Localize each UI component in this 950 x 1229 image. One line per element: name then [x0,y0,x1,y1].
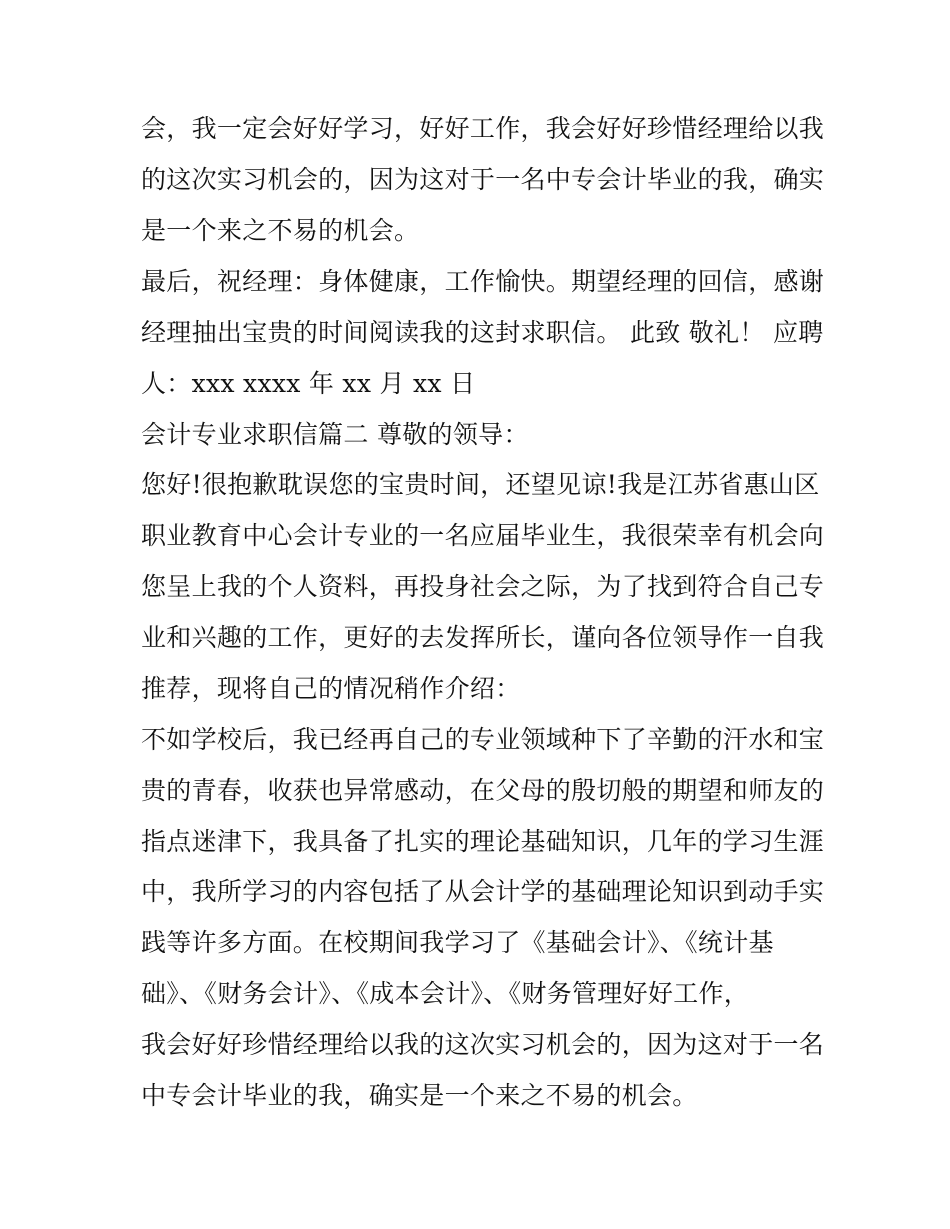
text-line: 不如学校后，我已经再自己的专业领域种下了辛勤的汗水和宝 [141,725,825,754]
text-line: 职业教育中心会计专业的一名应届毕业生，我很荣幸有机会向 [141,521,825,550]
text-line: 推荐，现将自己的情况稍作介绍： [141,674,521,703]
text-line: 业和兴趣的工作，更好的去发挥所长，谨向各位领导作一自我 [141,623,825,652]
text-line: 经理抽出宝贵的时间阅读我的这封求职信。 此致 敬礼！ 应聘 [141,318,824,347]
text-line: 人：xxx xxxx 年 xx 月 xx 日 [141,369,476,398]
section-heading: 会计专业求职信篇二 尊敬的领导： [141,420,529,449]
text-line: 最后，祝经理：身体健康，工作愉快。期望经理的回信，感谢 [141,267,825,296]
text-line: 会，我一定会好好学习，好好工作，我会好好珍惜经理给以我 [141,114,825,143]
text-line: 我会好好珍惜经理给以我的这次实习机会的，因为这对于一名 [141,1030,825,1059]
text-line: 贵的青春，收获也异常感动，在父母的殷切般的期望和师友的 [141,776,825,805]
text-line: 您好!很抱歉耽误您的宝贵时间，还望见谅!我是江苏省惠山区 [141,470,820,499]
text-line: 中，我所学习的内容包括了从会计学的基础理论知识到动手实 [141,877,825,906]
text-line: 的这次实习机会的，因为这对于一名中专会计毕业的我，确实 [141,165,825,194]
text-line: 指点迷津下，我具备了扎实的理论基础知识，几年的学习生涯 [141,827,825,856]
text-line: 础》、《财务会计》、《成本会计》、《财务管理好好工作， [141,979,750,1008]
text-line: 您呈上我的个人资料，再投身社会之际，为了找到符合自己专 [141,572,825,601]
text-line: 中专会计毕业的我，确实是一个来之不易的机会。 [141,1081,698,1110]
text-line: 是一个来之不易的机会。 [141,216,420,245]
text-line: 践等许多方面。在校期间我学习了《基础会计》、《统计基 [141,928,774,957]
